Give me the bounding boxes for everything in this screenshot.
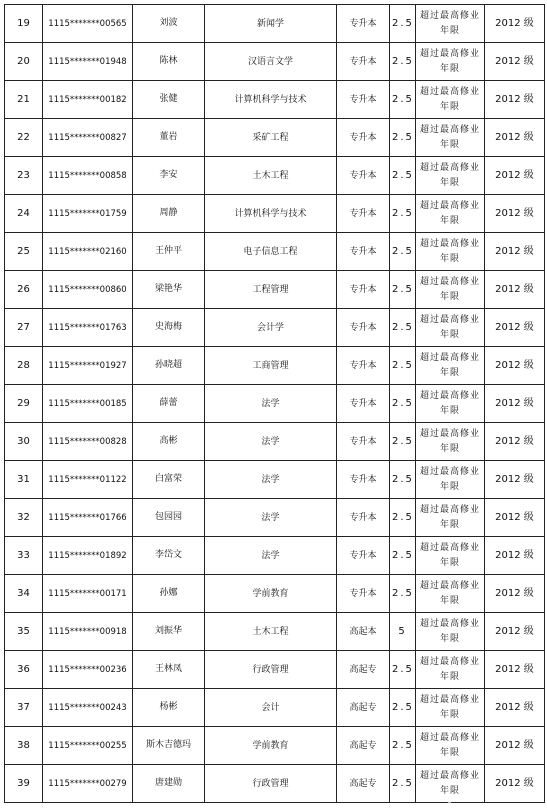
student-name-cell: 王仲平 bbox=[133, 233, 205, 271]
major-cell: 新闻学 bbox=[205, 5, 337, 43]
credit-value-cell: 2.5 bbox=[390, 575, 416, 613]
major-cell: 学前教育 bbox=[205, 575, 337, 613]
study-level-cell: 专升本 bbox=[337, 537, 390, 575]
credit-value-cell: 2.5 bbox=[390, 347, 416, 385]
student-name-cell: 唐建勋 bbox=[133, 765, 205, 803]
student-name-cell: 刘波 bbox=[133, 5, 205, 43]
credit-value-cell: 2.5 bbox=[390, 385, 416, 423]
row-number-cell: 28 bbox=[5, 347, 43, 385]
student-name-cell: 周静 bbox=[133, 195, 205, 233]
reason-cell: 超过最高修业年限 bbox=[416, 81, 485, 119]
major-cell: 行政管理 bbox=[205, 651, 337, 689]
table-row bbox=[5, 613, 545, 651]
grade-year-cell: 2012 级 bbox=[485, 157, 545, 195]
row-number-cell: 33 bbox=[5, 537, 43, 575]
table-row bbox=[5, 195, 545, 233]
row-number-cell: 25 bbox=[5, 233, 43, 271]
row-number-cell: 38 bbox=[5, 727, 43, 765]
major-cell: 会计学 bbox=[205, 309, 337, 347]
table-row bbox=[5, 575, 545, 613]
student-id-cell: 1115*******01759 bbox=[43, 195, 133, 233]
reason-cell: 超过最高修业年限 bbox=[416, 385, 485, 423]
table-row bbox=[5, 727, 545, 765]
row-number-cell: 29 bbox=[5, 385, 43, 423]
grade-year-cell: 2012 级 bbox=[485, 271, 545, 309]
credit-value-cell: 2.5 bbox=[390, 157, 416, 195]
study-level-cell: 专升本 bbox=[337, 347, 390, 385]
major-cell: 工程管理 bbox=[205, 271, 337, 309]
credit-value-cell: 2.5 bbox=[390, 81, 416, 119]
grade-year-cell: 2012 级 bbox=[485, 765, 545, 803]
student-id-cell: 1115*******02160 bbox=[43, 233, 133, 271]
student-name-cell: 高彬 bbox=[133, 423, 205, 461]
student-name-cell: 陈林 bbox=[133, 43, 205, 81]
student-name-cell: 薛蕾 bbox=[133, 385, 205, 423]
table-row bbox=[5, 119, 545, 157]
grade-year-cell: 2012 级 bbox=[485, 461, 545, 499]
student-id-cell: 1115*******00236 bbox=[43, 651, 133, 689]
credit-value-cell: 2.5 bbox=[390, 43, 416, 81]
row-number-cell: 27 bbox=[5, 309, 43, 347]
credit-value-cell: 2.5 bbox=[390, 195, 416, 233]
reason-cell: 超过最高修业年限 bbox=[416, 157, 485, 195]
major-cell: 计算机科学与技术 bbox=[205, 81, 337, 119]
row-number-cell: 20 bbox=[5, 43, 43, 81]
student-id-cell: 1115*******01763 bbox=[43, 309, 133, 347]
reason-cell: 超过最高修业年限 bbox=[416, 575, 485, 613]
reason-cell: 超过最高修业年限 bbox=[416, 765, 485, 803]
grade-year-cell: 2012 级 bbox=[485, 651, 545, 689]
row-number-cell: 21 bbox=[5, 81, 43, 119]
row-number-cell: 19 bbox=[5, 5, 43, 43]
table-row bbox=[5, 347, 545, 385]
grade-year-cell: 2012 级 bbox=[485, 43, 545, 81]
row-number-cell: 22 bbox=[5, 119, 43, 157]
study-level-cell: 专升本 bbox=[337, 499, 390, 537]
study-level-cell: 专升本 bbox=[337, 461, 390, 499]
major-cell: 工商管理 bbox=[205, 347, 337, 385]
grade-year-cell: 2012 级 bbox=[485, 575, 545, 613]
study-level-cell: 专升本 bbox=[337, 271, 390, 309]
table-row bbox=[5, 499, 545, 537]
table-row bbox=[5, 765, 545, 803]
credit-value-cell: 2.5 bbox=[390, 119, 416, 157]
study-level-cell: 专升本 bbox=[337, 385, 390, 423]
student-id-cell: 1115*******00827 bbox=[43, 119, 133, 157]
watermark bbox=[448, 796, 451, 807]
reason-cell: 超过最高修业年限 bbox=[416, 651, 485, 689]
credit-value-cell: 2.5 bbox=[390, 499, 416, 537]
grade-year-cell: 2012 级 bbox=[485, 423, 545, 461]
student-id-cell: 1115*******01766 bbox=[43, 499, 133, 537]
study-level-cell: 专升本 bbox=[337, 195, 390, 233]
credit-value-cell: 2.5 bbox=[390, 423, 416, 461]
student-id-cell: 1115*******00860 bbox=[43, 271, 133, 309]
grade-year-cell: 2012 级 bbox=[485, 385, 545, 423]
study-level-cell: 专升本 bbox=[337, 233, 390, 271]
reason-cell: 超过最高修业年限 bbox=[416, 195, 485, 233]
row-number-cell: 37 bbox=[5, 689, 43, 727]
table-row bbox=[5, 423, 545, 461]
student-id-cell: 1115*******00185 bbox=[43, 385, 133, 423]
reason-cell: 超过最高修业年限 bbox=[416, 499, 485, 537]
row-number-cell: 35 bbox=[5, 613, 43, 651]
study-level-cell: 专升本 bbox=[337, 309, 390, 347]
grade-year-cell: 2012 级 bbox=[485, 5, 545, 43]
row-number-cell: 26 bbox=[5, 271, 43, 309]
student-name-cell: 刘振华 bbox=[133, 613, 205, 651]
table-row bbox=[5, 5, 545, 43]
reason-cell: 超过最高修业年限 bbox=[416, 43, 485, 81]
credit-value-cell: 2.5 bbox=[390, 765, 416, 803]
study-level-cell: 专升本 bbox=[337, 119, 390, 157]
grade-year-cell: 2012 级 bbox=[485, 689, 545, 727]
student-id-cell: 1115*******00279 bbox=[43, 765, 133, 803]
grade-year-cell: 2012 级 bbox=[485, 233, 545, 271]
major-cell: 计算机科学与技术 bbox=[205, 195, 337, 233]
table-row bbox=[5, 271, 545, 309]
study-level-cell: 高起本 bbox=[337, 613, 390, 651]
grade-year-cell: 2012 级 bbox=[485, 347, 545, 385]
table-row bbox=[5, 157, 545, 195]
student-table bbox=[4, 4, 545, 803]
reason-cell: 超过最高修业年限 bbox=[416, 423, 485, 461]
major-cell: 法学 bbox=[205, 461, 337, 499]
major-cell: 土木工程 bbox=[205, 157, 337, 195]
reason-cell: 超过最高修业年限 bbox=[416, 271, 485, 309]
row-number-cell: 32 bbox=[5, 499, 43, 537]
major-cell: 学前教育 bbox=[205, 727, 337, 765]
student-id-cell: 1115*******00858 bbox=[43, 157, 133, 195]
reason-cell: 超过最高修业年限 bbox=[416, 347, 485, 385]
study-level-cell: 高起专 bbox=[337, 689, 390, 727]
study-level-cell: 专升本 bbox=[337, 43, 390, 81]
row-number-cell: 31 bbox=[5, 461, 43, 499]
student-id-cell: 1115*******00828 bbox=[43, 423, 133, 461]
credit-value-cell: 2.5 bbox=[390, 233, 416, 271]
credit-value-cell: 2.5 bbox=[390, 727, 416, 765]
major-cell: 法学 bbox=[205, 385, 337, 423]
student-name-cell: 史海梅 bbox=[133, 309, 205, 347]
credit-value-cell: 2.5 bbox=[390, 537, 416, 575]
reason-cell: 超过最高修业年限 bbox=[416, 613, 485, 651]
grade-year-cell: 2012 级 bbox=[485, 727, 545, 765]
student-id-cell: 1115*******00171 bbox=[43, 575, 133, 613]
credit-value-cell: 2.5 bbox=[390, 309, 416, 347]
table-row bbox=[5, 309, 545, 347]
reason-cell: 超过最高修业年限 bbox=[416, 5, 485, 43]
study-level-cell: 专升本 bbox=[337, 157, 390, 195]
study-level-cell: 高起专 bbox=[337, 727, 390, 765]
grade-year-cell: 2012 级 bbox=[485, 195, 545, 233]
grade-year-cell: 2012 级 bbox=[485, 613, 545, 651]
reason-cell: 超过最高修业年限 bbox=[416, 119, 485, 157]
student-name-cell: 李岱文 bbox=[133, 537, 205, 575]
major-cell: 法学 bbox=[205, 499, 337, 537]
study-level-cell: 专升本 bbox=[337, 5, 390, 43]
student-id-cell: 1115*******00182 bbox=[43, 81, 133, 119]
table-row bbox=[5, 461, 545, 499]
student-name-cell: 李安 bbox=[133, 157, 205, 195]
credit-value-cell: 2.5 bbox=[390, 271, 416, 309]
row-number-cell: 23 bbox=[5, 157, 43, 195]
row-number-cell: 30 bbox=[5, 423, 43, 461]
table-row bbox=[5, 385, 545, 423]
reason-cell: 超过最高修业年限 bbox=[416, 233, 485, 271]
grade-year-cell: 2012 级 bbox=[485, 309, 545, 347]
student-id-cell: 1115*******01122 bbox=[43, 461, 133, 499]
reason-cell: 超过最高修业年限 bbox=[416, 309, 485, 347]
study-level-cell: 专升本 bbox=[337, 423, 390, 461]
reason-cell: 超过最高修业年限 bbox=[416, 537, 485, 575]
student-name-cell: 孙晓超 bbox=[133, 347, 205, 385]
table-row bbox=[5, 537, 545, 575]
student-name-cell: 斯木吉德玛 bbox=[133, 727, 205, 765]
student-name-cell: 张健 bbox=[133, 81, 205, 119]
major-cell: 法学 bbox=[205, 423, 337, 461]
row-number-cell: 34 bbox=[5, 575, 43, 613]
student-id-cell: 1115*******01927 bbox=[43, 347, 133, 385]
student-id-cell: 1115*******01948 bbox=[43, 43, 133, 81]
reason-cell: 超过最高修业年限 bbox=[416, 461, 485, 499]
table-row bbox=[5, 689, 545, 727]
major-cell: 行政管理 bbox=[205, 765, 337, 803]
grade-year-cell: 2012 级 bbox=[485, 119, 545, 157]
credit-value-cell: 2.5 bbox=[390, 5, 416, 43]
reason-cell: 超过最高修业年限 bbox=[416, 727, 485, 765]
major-cell: 采矿工程 bbox=[205, 119, 337, 157]
student-id-cell: 1115*******00918 bbox=[43, 613, 133, 651]
row-number-cell: 39 bbox=[5, 765, 43, 803]
table-row bbox=[5, 651, 545, 689]
major-cell: 汉语言文学 bbox=[205, 43, 337, 81]
grade-year-cell: 2012 级 bbox=[485, 499, 545, 537]
major-cell: 会计 bbox=[205, 689, 337, 727]
student-id-cell: 1115*******01892 bbox=[43, 537, 133, 575]
study-level-cell: 专升本 bbox=[337, 575, 390, 613]
student-name-cell: 王林凤 bbox=[133, 651, 205, 689]
row-number-cell: 24 bbox=[5, 195, 43, 233]
credit-value-cell: 2.5 bbox=[390, 651, 416, 689]
table-row bbox=[5, 233, 545, 271]
student-name-cell: 白富荣 bbox=[133, 461, 205, 499]
credit-value-cell: 5 bbox=[390, 613, 416, 651]
student-id-cell: 1115*******00565 bbox=[43, 5, 133, 43]
table-row bbox=[5, 43, 545, 81]
student-id-cell: 1115*******00243 bbox=[43, 689, 133, 727]
study-level-cell: 高起专 bbox=[337, 651, 390, 689]
student-table-container bbox=[4, 4, 544, 803]
credit-value-cell: 2.5 bbox=[390, 461, 416, 499]
study-level-cell: 专升本 bbox=[337, 81, 390, 119]
student-name-cell: 董岩 bbox=[133, 119, 205, 157]
student-id-cell: 1115*******00255 bbox=[43, 727, 133, 765]
reason-cell: 超过最高修业年限 bbox=[416, 689, 485, 727]
grade-year-cell: 2012 级 bbox=[485, 537, 545, 575]
student-name-cell: 杨彬 bbox=[133, 689, 205, 727]
major-cell: 电子信息工程 bbox=[205, 233, 337, 271]
row-number-cell: 36 bbox=[5, 651, 43, 689]
student-name-cell: 包园园 bbox=[133, 499, 205, 537]
major-cell: 法学 bbox=[205, 537, 337, 575]
table-row bbox=[5, 81, 545, 119]
grade-year-cell: 2012 级 bbox=[485, 81, 545, 119]
credit-value-cell: 2.5 bbox=[390, 689, 416, 727]
student-name-cell: 梁艳华 bbox=[133, 271, 205, 309]
study-level-cell: 高起专 bbox=[337, 765, 390, 803]
student-name-cell: 孙娜 bbox=[133, 575, 205, 613]
major-cell: 土木工程 bbox=[205, 613, 337, 651]
